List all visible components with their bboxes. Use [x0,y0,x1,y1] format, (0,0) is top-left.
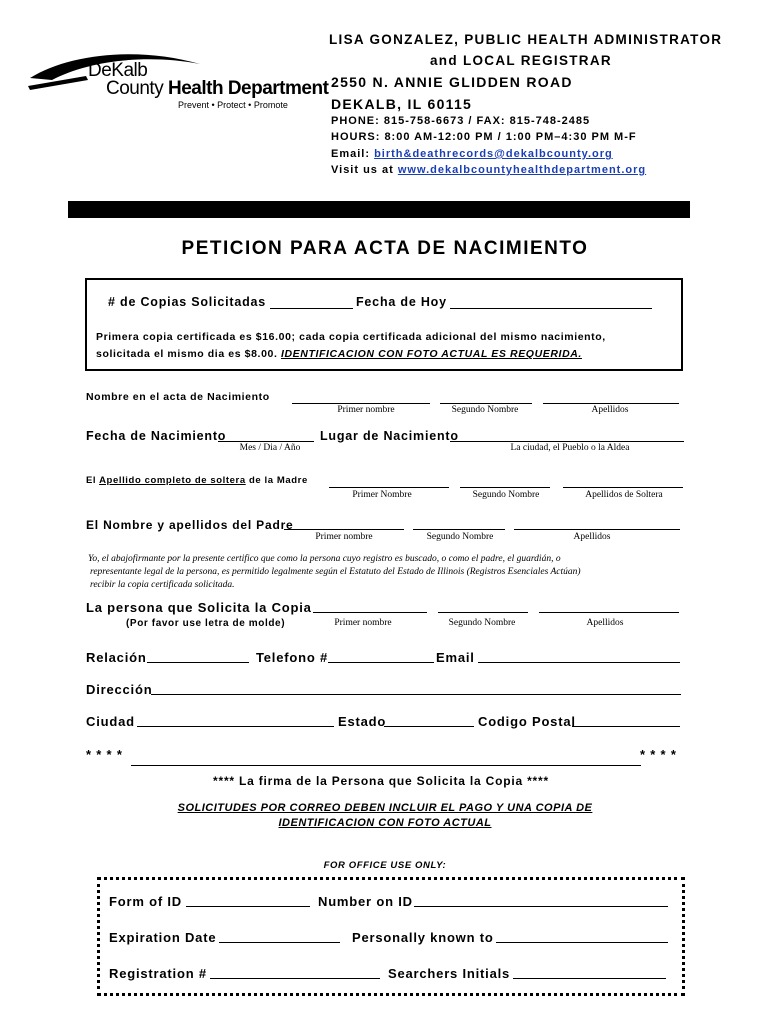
office-heading: FOR OFFICE USE ONLY: [323,860,447,871]
signature-stars-left: * * * * [86,747,123,762]
copies-input-line[interactable] [270,308,353,309]
website-link[interactable]: www.dekalbcountyhealthdepartment.org [397,164,647,176]
requester-label: La persona que Solicita la Copia [86,600,312,615]
mother-label-underlined: Apellido completo de soltera [99,475,246,486]
city-line[interactable] [137,726,334,727]
header-city: DEKALB, IL 60115 [331,96,473,112]
requester-last-caption: Apellidos [586,618,624,628]
cert-line2: representante legal de la persona, es permitido legalmente según el Estatuto del Estado de Illinois (Registros Esenciales Actúan) [90,567,581,577]
mother-middle-line[interactable] [460,487,550,488]
phone-line[interactable] [328,662,434,663]
personally-known-label: Personally known to [352,930,494,945]
signature-label: **** La firma de la Persona que Solicita la Copia **** [213,774,549,788]
mother-label-pre: El [86,475,100,486]
zip-line[interactable] [572,726,680,727]
relation-line[interactable] [147,662,249,663]
header-website-row [331,164,646,176]
form-of-id-line[interactable] [186,906,310,907]
id-required-note: IDENTIFICACION CON FOTO ACTUAL ES REQUERIDA. [280,348,582,360]
mother-first-caption: Primer Nombre [352,490,412,500]
form-of-id-label: Form of ID [109,894,182,909]
last-name-line[interactable] [543,403,679,404]
searchers-initials-label: Searchers Initials [388,966,511,981]
fee-line2-row [96,348,582,360]
header-line1: LISA GONZALEZ, PUBLIC HEALTH ADMINISTRATOR [329,32,723,47]
visit-label: Visit us at [331,164,398,176]
logo-line2 [106,78,328,100]
middle-name-line[interactable] [440,403,532,404]
registration-label: Registration # [109,966,207,981]
fee-line2: solicitada el mismo dia es $8.00. [96,348,281,360]
mother-middle-caption: Segundo Nombre [472,490,540,500]
zip-label: Codigo Postal [478,714,576,729]
first-name-line[interactable] [292,403,430,404]
today-date-label: Fecha de Hoy [356,295,447,309]
requester-middle-line[interactable] [438,612,528,613]
father-last-line[interactable] [514,529,680,530]
header-address: 2550 N. ANNIE GLIDDEN ROAD [331,74,573,90]
email-field-label: Email [436,650,475,665]
name-label: Nombre en el acta de Nacimiento [86,391,270,403]
birth-date-caption: Mes / Dia / Año [239,443,301,453]
logo-county: County [106,78,164,99]
mail-note [0,802,770,829]
father-last-caption: Apellidos [573,532,611,542]
state-label: Estado [338,714,387,729]
header-line2: and LOCAL REGISTRAR [430,53,612,68]
first-name-caption: Primer nombre [337,405,395,415]
email-link[interactable]: birth&deathrecords@dekalbcounty.org [374,148,613,160]
mail-note-line2: IDENTIFICACION CON FOTO ACTUAL [278,817,492,829]
logo-health-department: Health Department [167,78,329,99]
number-on-id-label: Number on ID [318,894,413,909]
father-middle-caption: Segundo Nombre [426,532,494,542]
header-email-row [331,148,613,160]
father-label: El Nombre y apellidos del Padre [86,518,294,532]
requester-first-caption: Primer nombre [334,618,392,628]
expiration-date-line[interactable] [219,942,340,943]
fee-line1: Primera copia certificada es $16.00; cada copia certificada adicional del mismo nacimiento, [96,331,606,343]
birth-place-line[interactable] [450,441,684,442]
address-label: Dirección [86,682,153,697]
last-name-caption: Apellidos [591,405,629,415]
number-on-id-line[interactable] [414,906,668,907]
mother-label [86,475,308,486]
county-logo [28,50,329,120]
today-date-input-line[interactable] [450,308,652,309]
certification-text [88,553,688,592]
relation-label: Relación [86,650,147,665]
mother-label-post: de la Madre [245,475,308,486]
birth-date-line[interactable] [218,441,314,442]
page-title: PETICION PARA ACTA DE NACIMIENTO [181,238,589,259]
searchers-initials-line[interactable] [513,978,666,979]
signature-stars-right: * * * * [640,747,677,762]
logo-line1: DeKalb [88,60,148,81]
mother-last-line[interactable] [563,487,683,488]
email-label: Email: [331,148,375,160]
header-phone: PHONE: 815-758-6673 / FAX: 815-748-2485 [331,115,591,127]
phone-label: Telefono # [256,650,329,665]
birth-place-caption: La ciudad, el Pueblo o la Aldea [510,443,630,453]
city-label: Ciudad [86,714,135,729]
middle-name-caption: Segundo Nombre [451,405,519,415]
cert-line1: Yo, el abajofirmante por la presente certifico que como la persona cuyo registro es buscado, o como el padre, el guardián, o [88,554,561,564]
cert-line3: recibir la copia certificada solicitada. [90,580,235,590]
requester-last-line[interactable] [539,612,679,613]
mother-first-line[interactable] [329,487,449,488]
requester-hint: (Por favor use letra de molde) [126,618,286,629]
address-line[interactable] [151,694,681,695]
requester-middle-caption: Segundo Nombre [448,618,516,628]
email-line[interactable] [478,662,680,663]
birth-date-label: Fecha de Nacimiento [86,429,227,443]
signature-line[interactable] [131,765,641,766]
birth-place-label: Lugar de Nacimiento [320,429,459,443]
state-line[interactable] [384,726,474,727]
logo-tagline: Prevent • Protect • Promote [178,100,288,110]
father-first-line[interactable] [284,529,404,530]
header-hours: HOURS: 8:00 AM-12:00 PM / 1:00 PM–4:30 PM M-F [331,131,637,143]
mail-note-line1: SOLICITUDES POR CORREO DEBEN INCLUIR EL PAGO Y UNA COPIA DE [177,802,593,814]
copies-label: # de Copias Solicitadas [108,295,267,309]
divider-bar [68,201,690,218]
personally-known-line[interactable] [496,942,668,943]
mother-last-caption: Apellidos de Soltera [585,490,663,500]
registration-line[interactable] [210,978,380,979]
requester-first-line[interactable] [313,612,427,613]
father-first-caption: Primer nombre [315,532,373,542]
expiration-date-label: Expiration Date [109,930,217,945]
father-middle-line[interactable] [413,529,505,530]
